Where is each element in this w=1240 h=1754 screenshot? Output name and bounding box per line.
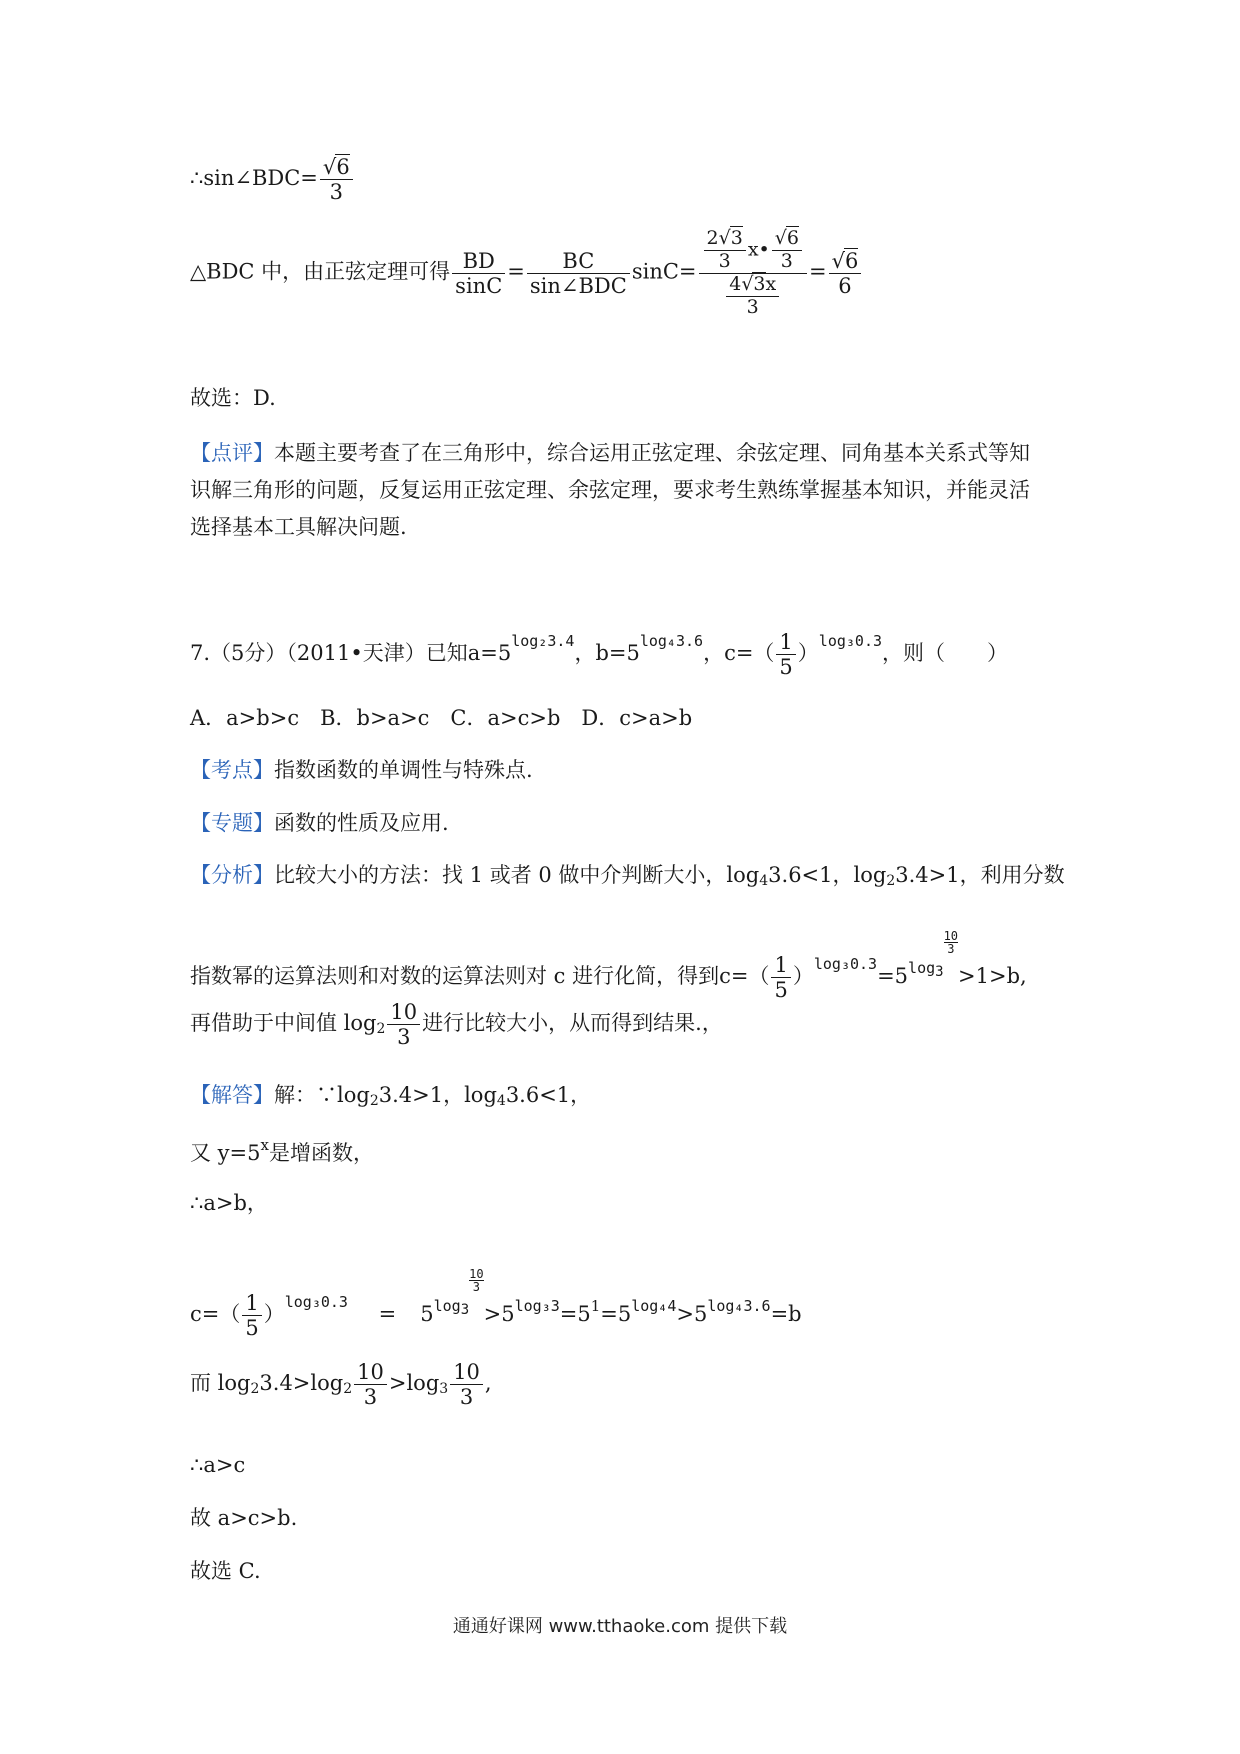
q7-c-exponent: log₃0.3 bbox=[818, 632, 883, 651]
review-line-2: 识解三角形的问题，反复运用正弦定理、余弦定理，要求考生熟练掌握基本知识，并能灵活 bbox=[190, 478, 1030, 502]
result-sqrt6-over-6: $\frac{√6}{6}$ bbox=[829, 249, 862, 298]
fenxi-tag: 【分析】 bbox=[190, 863, 274, 887]
ten-thirds bbox=[450, 1360, 483, 1409]
equals: = bbox=[378, 1302, 397, 1326]
fenxi-line-3 bbox=[190, 1000, 723, 1049]
q7-tail: ，则（ ） bbox=[882, 641, 1009, 666]
jieda-line-6: ∴a>c bbox=[190, 1453, 246, 1477]
ten-thirds bbox=[944, 930, 958, 955]
x: x bbox=[765, 272, 777, 295]
sub: 2 bbox=[886, 873, 896, 889]
denominator: 3 bbox=[472, 1280, 480, 1294]
sine-law-text: △BDC 中，由正弦定理可得 bbox=[190, 259, 451, 284]
jieda-line-5 bbox=[190, 1360, 492, 1409]
numerator: 10 bbox=[943, 929, 959, 943]
eq-five: =5 bbox=[559, 1302, 591, 1326]
numerator: 10 bbox=[387, 1000, 420, 1025]
question-7-stem bbox=[190, 630, 1008, 679]
sub: 2 bbox=[343, 1381, 353, 1398]
fenxi-line-1 bbox=[190, 862, 1065, 891]
sep: ， bbox=[574, 641, 596, 666]
radicand: 6 bbox=[336, 155, 350, 179]
sub: 2 bbox=[250, 1381, 260, 1398]
c-eq: c=（ bbox=[719, 964, 770, 988]
paren-close: ） bbox=[792, 964, 814, 988]
sub: 3 bbox=[935, 964, 944, 980]
review-line-3: 选择基本工具解决问题. bbox=[190, 515, 407, 539]
jieda-line-2 bbox=[190, 1136, 374, 1166]
fenxi-text: 3.6<1，log bbox=[768, 863, 887, 887]
one-fifth bbox=[776, 630, 795, 679]
sub: 3 bbox=[460, 1302, 470, 1318]
denominator: 3 bbox=[947, 942, 955, 956]
kaodian-line bbox=[190, 757, 533, 783]
sub: 4 bbox=[496, 1093, 506, 1109]
jieda-text: 3.4>log bbox=[259, 1371, 344, 1396]
bd-over-sinc bbox=[452, 249, 505, 298]
radicand: 6 bbox=[786, 227, 799, 249]
exponent: log₃3 bbox=[514, 1297, 560, 1315]
q7-b-exponent: log₄3.6 bbox=[639, 632, 704, 651]
x-dot: x• bbox=[747, 238, 770, 261]
jieda-chain bbox=[190, 1268, 802, 1340]
exponent: log₃0.3 bbox=[284, 1293, 348, 1311]
fenxi-text: 3.4>1，利用分数 bbox=[895, 863, 1065, 887]
q7-a: a=5 bbox=[467, 641, 512, 666]
denominator: sinC bbox=[455, 273, 503, 298]
denominator: 5 bbox=[779, 655, 793, 680]
fenxi-text: 指数幂的运算法则和对数的运算法则对 c 进行化简，得到 bbox=[190, 964, 720, 988]
five: 5 bbox=[420, 1302, 434, 1326]
log-exponent bbox=[433, 1267, 484, 1318]
review-tag: 【点评】 bbox=[190, 441, 274, 465]
comma: , bbox=[484, 1371, 492, 1396]
sin-bdc-prefix: ∴sin∠BDC= bbox=[190, 166, 318, 191]
jieda-text: 解：∵log bbox=[274, 1083, 370, 1107]
denominator: 3 bbox=[363, 1385, 378, 1410]
bc-over-sin-bdc bbox=[527, 249, 630, 298]
one-fifth bbox=[242, 1291, 261, 1340]
exponent: log₄4 bbox=[631, 1297, 677, 1315]
log: log bbox=[433, 1297, 461, 1315]
jieda-tag: 【解答】 bbox=[190, 1083, 274, 1107]
gt-five: >5 bbox=[483, 1302, 515, 1326]
zhuanti-text: 函数的性质及应用. bbox=[274, 811, 449, 835]
numerator: 10 bbox=[450, 1360, 483, 1385]
kaodian-tag: 【考点】 bbox=[190, 758, 274, 782]
jieda-text: 又 y=5 bbox=[190, 1141, 261, 1165]
jieda-text: 3.6<1， bbox=[505, 1083, 592, 1107]
one-fifth bbox=[771, 953, 790, 1002]
numerator: BC bbox=[527, 249, 630, 274]
numerator: 1 bbox=[776, 630, 795, 655]
sub: 3 bbox=[439, 1381, 449, 1398]
ten-thirds bbox=[354, 1360, 387, 1409]
jieda-text: 而 log bbox=[190, 1371, 251, 1396]
zhuanti-line bbox=[190, 810, 449, 836]
q7-a-exponent: log₂3.4 bbox=[511, 632, 575, 651]
compound-fraction bbox=[699, 228, 807, 318]
eq-five: =5 bbox=[600, 1302, 632, 1326]
sub: 4 bbox=[759, 873, 769, 889]
kaodian-text: 指数函数的单调性与特殊点. bbox=[274, 758, 533, 782]
equals: = bbox=[507, 259, 525, 284]
denominator: sin∠BDC bbox=[529, 273, 627, 298]
jieda-text: 3.4>1，log bbox=[378, 1083, 497, 1107]
radicand: 6 bbox=[844, 248, 859, 273]
eq-five: =5 bbox=[877, 964, 909, 988]
jieda-line-8: 故选 C. bbox=[190, 1559, 261, 1583]
numerator: 10 bbox=[469, 1267, 484, 1281]
denominator: 3 bbox=[718, 249, 731, 272]
fenxi-text: 进行比较大小，从而得到结果.， bbox=[422, 1011, 723, 1036]
denominator: 3 bbox=[746, 295, 759, 318]
q7-c: c=（ bbox=[724, 641, 775, 666]
denominator: 3 bbox=[459, 1385, 474, 1410]
equals: = bbox=[808, 259, 827, 284]
log-exponent bbox=[908, 929, 959, 980]
superscript: x bbox=[260, 1136, 269, 1154]
c-eq: c=（ bbox=[190, 1302, 241, 1326]
fenxi-line-2 bbox=[190, 930, 1027, 1002]
two-sqrt3-over-3: $\frac{2√3}{3}$ bbox=[704, 228, 746, 273]
coef: 4 bbox=[729, 272, 742, 295]
compound-numerator bbox=[699, 228, 807, 274]
numerator: 1 bbox=[242, 1291, 261, 1316]
jieda-line-1 bbox=[190, 1082, 591, 1111]
exponent: log₃0.3 bbox=[813, 955, 878, 973]
sinc-equals: sinC= bbox=[631, 259, 697, 284]
numerator: BD bbox=[452, 249, 505, 274]
zhuanti-tag: 【专题】 bbox=[190, 811, 274, 835]
radicand: 3 bbox=[730, 227, 743, 249]
sqrt6-over-3-b: $\frac{√6}{3}$ bbox=[772, 228, 802, 273]
compound-denominator bbox=[699, 274, 807, 319]
page-footer: 通通好课网 www.tthaoke.com 提供下载 bbox=[452, 1616, 788, 1637]
ten-thirds bbox=[387, 1000, 420, 1049]
q7-lead: 7.（5分）（2011•天津）已知 bbox=[190, 641, 468, 666]
review-line-1 bbox=[190, 440, 1030, 466]
fenxi-text: 比较大小的方法：找 1 或者 0 做中介判断大小，log bbox=[274, 863, 760, 887]
numerator: 1 bbox=[771, 953, 790, 978]
radicand: 3 bbox=[753, 272, 766, 295]
exponent: log₄3.6 bbox=[707, 1297, 771, 1315]
question-7-options: A．a>b>c B．b>a>c C．a>c>b D．c>a>b bbox=[190, 706, 693, 730]
sep: ， bbox=[703, 641, 725, 666]
coef: 2 bbox=[706, 227, 719, 249]
jieda-line-3: ∴a>b， bbox=[190, 1191, 268, 1215]
fenxi-tail: >1>b, bbox=[958, 964, 1027, 988]
sub: 2 bbox=[376, 1021, 386, 1038]
fenxi-text: 再借助于中间值 log bbox=[190, 1011, 377, 1036]
denominator: 3 bbox=[397, 1025, 411, 1050]
denominator: 5 bbox=[774, 978, 788, 1002]
four-sqrt3-x-over-3: $\frac{4√3x}{3}$ bbox=[726, 274, 779, 319]
paren-close: ） bbox=[263, 1302, 285, 1326]
review-text-1: 本题主要考查了在三角形中，综合运用正弦定理、余弦定理、同角基本关系式等知 bbox=[274, 441, 1030, 465]
denominator: 6 bbox=[838, 273, 852, 298]
paren-close: ） bbox=[797, 641, 819, 666]
jieda-text: 是增函数， bbox=[268, 1141, 374, 1165]
denominator: 3 bbox=[780, 249, 793, 272]
eq-b: =b bbox=[770, 1302, 802, 1326]
jieda-text: >log bbox=[388, 1371, 440, 1396]
sine-law-line bbox=[190, 228, 863, 318]
choose-d-line: 故选：D. bbox=[190, 386, 276, 410]
sub: 2 bbox=[369, 1093, 379, 1109]
q7-b: b=5 bbox=[595, 641, 640, 666]
gt-five: >5 bbox=[676, 1302, 708, 1326]
sqrt6-over-3: $\frac{√6}{3}$ bbox=[320, 155, 353, 204]
sin-bdc-line bbox=[190, 155, 355, 204]
exponent: 1 bbox=[590, 1297, 601, 1315]
denominator: 5 bbox=[245, 1316, 259, 1340]
ten-thirds bbox=[469, 1268, 483, 1293]
numerator: 10 bbox=[354, 1360, 387, 1385]
jieda-line-7: 故 a>c>b. bbox=[190, 1506, 298, 1530]
log: log bbox=[908, 959, 936, 977]
denominator: 3 bbox=[329, 180, 343, 205]
